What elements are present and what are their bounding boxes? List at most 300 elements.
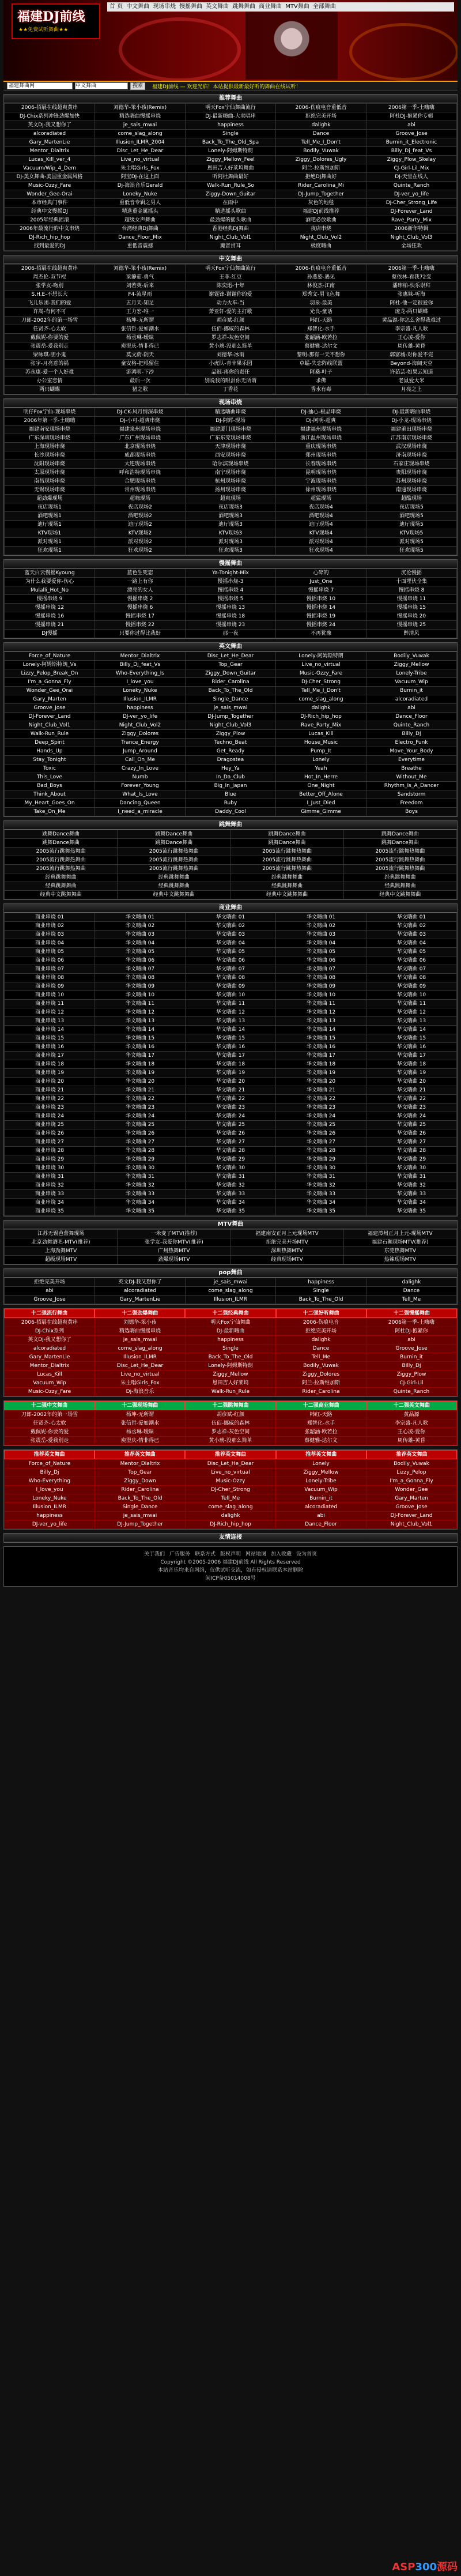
song-link[interactable]: 香水有毒 bbox=[276, 386, 366, 394]
song-link[interactable]: 刀郎-2002年的第一场雪 bbox=[5, 1411, 95, 1419]
song-link[interactable]: Lonely-阿姆斯特朗 bbox=[186, 1362, 276, 1370]
song-link[interactable]: 迪厅现场4 bbox=[276, 521, 366, 529]
song-link[interactable]: Rave_Party_Mix bbox=[366, 216, 457, 225]
song-link[interactable]: 经典跳舞舞曲 bbox=[118, 873, 231, 882]
song-link[interactable]: 张信哲-爱如潮水 bbox=[95, 325, 186, 334]
song-link[interactable]: 周杰伦-双节棍 bbox=[5, 273, 95, 282]
song-link[interactable]: 南宁现场串烧 bbox=[186, 469, 276, 477]
song-link[interactable]: 拒绝完美开场 bbox=[276, 112, 366, 121]
song-link[interactable]: 武汉现场串烧 bbox=[366, 443, 457, 451]
song-link[interactable]: 精选嗨曲慢摇串烧 bbox=[95, 112, 186, 121]
song-link[interactable]: Dance_Floor bbox=[366, 713, 457, 721]
song-link[interactable]: 华文嗨曲 15 bbox=[276, 1034, 366, 1043]
song-link[interactable]: 张学友-吻别 bbox=[5, 282, 95, 291]
song-link[interactable]: Vacuum/Wip_4_Dem bbox=[5, 164, 95, 173]
song-link[interactable]: Single bbox=[186, 1345, 276, 1353]
song-link[interactable]: Disc_Let_He_Dear bbox=[186, 652, 276, 661]
song-link[interactable]: Gary_Marten bbox=[5, 695, 95, 704]
song-link[interactable]: 商业串烧 23 bbox=[5, 1104, 95, 1112]
song-link[interactable]: 华文嗨曲 26 bbox=[366, 1129, 457, 1138]
song-link[interactable]: 酒吧现场4 bbox=[276, 512, 366, 521]
song-link[interactable]: 华文嗨曲 35 bbox=[186, 1207, 276, 1216]
song-link[interactable]: Burnin_it_Electronic bbox=[366, 138, 457, 147]
song-link[interactable]: 广东深圳现场串烧 bbox=[5, 434, 95, 443]
song-link[interactable]: 华文嗨曲 30 bbox=[366, 1164, 457, 1173]
song-link[interactable]: 郑州现场串烧 bbox=[276, 451, 366, 460]
song-link[interactable]: 刘德华-笨小孩(Remix) bbox=[95, 265, 186, 273]
song-link[interactable]: Gimme_Gimme bbox=[276, 808, 366, 816]
category-select[interactable]: 中文舞曲 bbox=[75, 82, 128, 89]
footer-link[interactable]: 关于我们 bbox=[143, 1551, 165, 1557]
ranking-tab[interactable]: 十二强现场舞曲 bbox=[95, 1401, 185, 1410]
song-link[interactable]: Hands_Up bbox=[5, 747, 95, 756]
song-link[interactable]: 狂欢现场4 bbox=[276, 547, 366, 555]
song-link[interactable]: 华文嗨曲 34 bbox=[186, 1199, 276, 1207]
song-link[interactable]: 超级现场MTV bbox=[5, 1256, 118, 1264]
song-link[interactable]: 福建漳州正月上元-现场MTV bbox=[343, 1230, 456, 1238]
song-link[interactable]: 全场狂欢 bbox=[366, 242, 457, 251]
song-link[interactable]: 丁香花 bbox=[186, 386, 276, 394]
song-link[interactable]: 恩田吉人好莱坞舞曲 bbox=[186, 164, 276, 173]
song-link[interactable]: 华文嗨曲 19 bbox=[95, 1069, 186, 1078]
song-link[interactable]: 华文嗨曲 04 bbox=[186, 939, 276, 948]
song-link[interactable]: 商业串烧 31 bbox=[5, 1173, 95, 1181]
song-link[interactable]: 华文嗨曲 29 bbox=[95, 1155, 186, 1164]
song-link[interactable]: 2005流行跳舞热舞曲 bbox=[231, 856, 343, 865]
song-link[interactable]: 香港经典DJ舞曲 bbox=[186, 225, 276, 234]
song-link[interactable]: 羽泉-最美 bbox=[276, 299, 366, 308]
song-link[interactable]: alcoradiated bbox=[276, 1503, 366, 1512]
song-link[interactable]: 拒绝完美开场 bbox=[276, 1327, 366, 1336]
song-link[interactable]: 苏永康-爱一个人好难 bbox=[5, 368, 95, 377]
song-link[interactable]: 夜店现场5 bbox=[366, 503, 457, 512]
song-link[interactable]: Daddy_Cool bbox=[186, 808, 276, 816]
top-nav-link[interactable]: 中文舞曲 bbox=[126, 3, 150, 10]
footer-link[interactable]: 版权声明 bbox=[220, 1551, 241, 1557]
song-link[interactable]: Bodily_Vuwak bbox=[276, 1362, 366, 1370]
song-link[interactable]: 华文嗨曲 09 bbox=[95, 982, 186, 991]
song-link[interactable]: 华文嗨曲 35 bbox=[95, 1207, 186, 1216]
song-link[interactable]: 华文嗨曲 28 bbox=[366, 1147, 457, 1155]
song-link[interactable]: 华文嗨曲 22 bbox=[186, 1095, 276, 1104]
song-link[interactable]: DJ-阿辉-现场 bbox=[186, 417, 276, 425]
song-link[interactable]: 华文嗨曲 13 bbox=[186, 1017, 276, 1026]
song-link[interactable]: DJ-Cher_Strong bbox=[276, 678, 366, 687]
song-link[interactable]: 华文嗨曲 08 bbox=[276, 974, 366, 982]
song-link[interactable]: 超酷现场 bbox=[366, 495, 457, 503]
song-link[interactable]: 北京劲舞酒吧-MTV(推荐) bbox=[5, 1238, 118, 1247]
footer-link[interactable]: 加入收藏 bbox=[271, 1551, 292, 1557]
song-link[interactable]: 夜店现场4 bbox=[276, 503, 366, 512]
song-link[interactable]: 跳舞Dance舞曲 bbox=[343, 839, 456, 848]
song-link[interactable]: Dancing_Queen bbox=[95, 799, 186, 808]
song-link[interactable]: 华文嗨曲 17 bbox=[95, 1052, 186, 1060]
song-link[interactable]: 猪之歌 bbox=[95, 386, 186, 394]
song-link[interactable]: 商业串烧 32 bbox=[5, 1181, 95, 1190]
song-link[interactable]: 醉清风 bbox=[366, 630, 457, 638]
song-link[interactable]: Ziggy_Dolores bbox=[276, 1370, 366, 1379]
song-link[interactable]: 迪厅现场5 bbox=[366, 521, 457, 529]
song-link[interactable]: 光良-童话 bbox=[276, 308, 366, 317]
song-link[interactable]: happiness bbox=[5, 1512, 95, 1520]
song-link[interactable]: 杨坤-无所谓 bbox=[95, 317, 186, 325]
song-link[interactable]: Sandstorm bbox=[366, 790, 457, 799]
song-link[interactable]: 孙燕姿-遇见 bbox=[276, 273, 366, 282]
song-link[interactable]: alcoradiated bbox=[366, 695, 457, 704]
song-link[interactable]: Hey_Ya bbox=[186, 764, 276, 773]
song-link[interactable]: 商业串烧 14 bbox=[5, 1026, 95, 1034]
song-link[interactable]: 2006-招展在线超爽黄串 bbox=[5, 1319, 95, 1327]
song-link[interactable]: I'm_a_Gonna_Fly bbox=[5, 678, 95, 687]
song-link[interactable]: Lizzy_Pelop bbox=[366, 1468, 457, 1477]
song-link[interactable]: 杨丞琳-暧昧 bbox=[95, 1428, 186, 1437]
song-link[interactable]: 经典现场MTV bbox=[231, 1256, 343, 1264]
song-link[interactable]: 广东广州现场串烧 bbox=[95, 434, 186, 443]
song-link[interactable]: CJ-Girl-Lil bbox=[366, 1379, 457, 1388]
song-link[interactable]: 商业串烧 04 bbox=[5, 939, 95, 948]
song-link[interactable]: 阿杜DJ-抱紧你专辑 bbox=[366, 112, 457, 121]
ranking-tab[interactable]: 十二强慢摇舞曲 bbox=[366, 1309, 457, 1318]
song-link[interactable]: 商业串烧 11 bbox=[5, 1000, 95, 1008]
song-link[interactable]: happiness bbox=[186, 121, 276, 130]
song-link[interactable]: 华文嗨曲 26 bbox=[95, 1129, 186, 1138]
song-link[interactable]: 福建福州现场串烧 bbox=[276, 425, 366, 434]
song-link[interactable]: 超劲爆现场 bbox=[5, 495, 95, 503]
song-link[interactable]: 华文嗨曲 32 bbox=[186, 1181, 276, 1190]
song-link[interactable]: DJ-美女舞曲-美国重金属风格 bbox=[5, 173, 95, 182]
song-link[interactable]: Ziggy-Down_Guitar bbox=[186, 190, 276, 199]
song-link[interactable]: Who-Everything_Is bbox=[95, 669, 186, 678]
song-link[interactable]: 华文嗨曲 30 bbox=[276, 1164, 366, 1173]
song-link[interactable]: 夜店现场3 bbox=[186, 503, 276, 512]
song-link[interactable]: In_Da_Club bbox=[186, 773, 276, 782]
song-link[interactable]: Single_Dance bbox=[95, 1503, 186, 1512]
song-link[interactable]: 商业串烧 10 bbox=[5, 991, 95, 1000]
song-link[interactable]: Move_Your_Body bbox=[366, 747, 457, 756]
song-link[interactable]: 华文嗨曲 33 bbox=[366, 1190, 457, 1199]
song-link[interactable]: 华文嗨曲 12 bbox=[186, 1008, 276, 1017]
song-link[interactable]: 商业串烧 19 bbox=[5, 1069, 95, 1078]
song-link[interactable]: 华文嗨曲 12 bbox=[95, 1008, 186, 1017]
song-link[interactable]: 福建泉州现场串烧 bbox=[95, 425, 186, 434]
song-link[interactable]: 经典跳舞舞曲 bbox=[231, 873, 343, 882]
top-nav-link[interactable]: 慢摇舞曲 bbox=[179, 3, 203, 10]
song-link[interactable]: 大连现场串烧 bbox=[95, 460, 186, 469]
song-link[interactable]: Music-Ozzy_Fare bbox=[5, 182, 95, 190]
song-link[interactable]: Ziggy_Mellow_Feel bbox=[186, 156, 276, 164]
song-link[interactable]: 阿兰-拉斯维加斯 bbox=[276, 164, 366, 173]
song-link[interactable]: 华文嗨曲 16 bbox=[95, 1043, 186, 1052]
song-link[interactable]: 慢摇串烧 25 bbox=[366, 621, 457, 630]
song-link[interactable]: Hot_In_Herre bbox=[276, 773, 366, 782]
site-logo[interactable] bbox=[12, 3, 100, 39]
song-link[interactable]: Lonely-Tribe bbox=[366, 669, 457, 678]
song-link[interactable]: 重庆现场串烧 bbox=[276, 443, 366, 451]
song-link[interactable]: 西安现场串烧 bbox=[186, 451, 276, 460]
footer-link[interactable]: 联系方式 bbox=[194, 1551, 216, 1557]
song-link[interactable]: 派对现场2 bbox=[95, 538, 186, 547]
song-link[interactable]: 2005流行跳舞热舞曲 bbox=[231, 848, 343, 856]
song-link[interactable]: 商业串烧 12 bbox=[5, 1008, 95, 1017]
song-link[interactable]: 商业串烧 30 bbox=[5, 1164, 95, 1173]
top-nav-link[interactable]: 首 页 bbox=[109, 3, 123, 10]
song-link[interactable]: DJ-Cher_Strong bbox=[186, 1486, 276, 1494]
song-link[interactable]: 郭富城-对你爱不完 bbox=[366, 351, 457, 360]
song-link[interactable]: Lucas_Kill bbox=[5, 1370, 95, 1379]
song-link[interactable]: Ziggy_Plow_Skelay bbox=[366, 156, 457, 164]
song-link[interactable]: DJ-Jump_Together bbox=[276, 190, 366, 199]
song-link[interactable]: Top_Gear bbox=[186, 661, 276, 669]
song-link[interactable]: 长春现场串烧 bbox=[276, 460, 366, 469]
song-link[interactable]: 一路上有你 bbox=[95, 578, 186, 586]
song-link[interactable]: Breathe bbox=[366, 764, 457, 773]
song-link[interactable]: 2005年经典摇滚 bbox=[5, 216, 95, 225]
song-link[interactable]: Ruby bbox=[186, 799, 276, 808]
song-link[interactable]: 华文嗨曲 21 bbox=[186, 1086, 276, 1095]
song-link[interactable]: alcoradiated bbox=[5, 130, 95, 138]
top-nav-link[interactable]: 跳舞舞曲 bbox=[232, 3, 256, 10]
song-link[interactable]: Lonely-阿姆斯特朗 bbox=[276, 652, 366, 661]
song-link[interactable]: Rider_Carolina bbox=[95, 1486, 186, 1494]
song-link[interactable]: come_slag_along bbox=[95, 1345, 186, 1353]
song-link[interactable]: 华文嗨曲 02 bbox=[186, 922, 276, 931]
song-link[interactable]: 慢摇串烧 9 bbox=[5, 595, 95, 604]
song-link[interactable]: Night_Club_Vol1 bbox=[186, 234, 276, 242]
song-link[interactable]: 商业串烧 05 bbox=[5, 948, 95, 956]
song-link[interactable]: 商业串烧 02 bbox=[5, 922, 95, 931]
song-link[interactable]: 迪厅现场3 bbox=[186, 521, 276, 529]
song-link[interactable]: Billy_Dj_feat_Vs bbox=[366, 147, 457, 156]
song-link[interactable]: Wonder_Gee-Orai bbox=[5, 190, 95, 199]
song-link[interactable]: 商业串烧 07 bbox=[5, 965, 95, 974]
song-link[interactable]: 蓝色生死恋 bbox=[95, 569, 186, 578]
song-link[interactable]: Disc_Let_He_Dear bbox=[95, 1362, 186, 1370]
song-link[interactable]: 华文嗨曲 14 bbox=[276, 1026, 366, 1034]
song-link[interactable]: 黎明-那有一天不想你 bbox=[276, 351, 366, 360]
song-link[interactable]: 常州现场串烧 bbox=[95, 486, 186, 495]
song-link[interactable]: 黄品源 bbox=[366, 1411, 457, 1419]
song-link[interactable]: 任贤齐-心太软 bbox=[5, 1419, 95, 1428]
song-link[interactable]: 蓝天白云慢摇Kyoung bbox=[5, 569, 95, 578]
song-link[interactable]: 周传雄-黄昏 bbox=[366, 1437, 457, 1445]
search-input[interactable]: 福建舞曲网 bbox=[7, 82, 73, 89]
song-link[interactable]: 无锡现场串烧 bbox=[5, 486, 95, 495]
song-link[interactable]: 许嵩-有何不可 bbox=[5, 308, 95, 317]
song-link[interactable]: Ya-Tonight-Mix bbox=[186, 569, 276, 578]
song-link[interactable]: Rider_Carolina bbox=[276, 1388, 366, 1396]
song-link[interactable]: 庞龙-两只蝴蝶 bbox=[366, 308, 457, 317]
song-link[interactable]: 2005流行跳舞热舞曲 bbox=[5, 865, 118, 873]
song-link[interactable]: 华文嗨曲 29 bbox=[366, 1155, 457, 1164]
song-link[interactable]: 一米变了MTV(推荐) bbox=[118, 1230, 231, 1238]
song-link[interactable]: 极度嗨曲 bbox=[276, 242, 366, 251]
song-link[interactable]: DJ-CK-风月情深串烧 bbox=[95, 408, 186, 417]
song-link[interactable]: Vacuum_Wip bbox=[5, 1379, 95, 1388]
top-nav-link[interactable]: 全部舞曲 bbox=[312, 3, 336, 10]
song-link[interactable]: 华文嗨曲 34 bbox=[95, 1199, 186, 1207]
song-link[interactable]: Electro_Funk bbox=[366, 739, 457, 747]
song-link[interactable]: 狂欢现场2 bbox=[95, 547, 186, 555]
song-link[interactable]: DJ慢摇 bbox=[5, 630, 95, 638]
song-link[interactable]: 华文嗨曲 19 bbox=[276, 1069, 366, 1078]
song-link[interactable]: Freedom bbox=[366, 799, 457, 808]
song-link[interactable]: DJ-天堂在线人 bbox=[366, 173, 457, 182]
song-link[interactable]: Rider_Carolina_Mi bbox=[276, 182, 366, 190]
song-link[interactable]: 华文嗨曲 13 bbox=[95, 1017, 186, 1026]
song-link[interactable]: Toxic bbox=[5, 764, 95, 773]
song-link[interactable]: je_sais_mwai bbox=[95, 121, 186, 130]
song-link[interactable]: 慢摇串烧 15 bbox=[366, 604, 457, 612]
song-link[interactable]: 拒绝完美开场MTV bbox=[231, 1238, 343, 1247]
song-link[interactable]: 月亮之上 bbox=[366, 386, 457, 394]
ranking-tab[interactable]: 十二强英文舞曲 bbox=[366, 1401, 457, 1410]
song-link[interactable]: 商业串烧 26 bbox=[5, 1129, 95, 1138]
song-link[interactable]: abi bbox=[276, 1512, 366, 1520]
song-link[interactable]: dalighk bbox=[276, 704, 366, 713]
song-link[interactable]: 黄小琥-没那么简单 bbox=[186, 1437, 276, 1445]
footer-link[interactable]: 设为首页 bbox=[296, 1551, 318, 1557]
song-link[interactable]: 福建DJ前线推荐 bbox=[276, 208, 366, 216]
song-link[interactable]: 王力宏-唯一 bbox=[95, 308, 186, 317]
song-link[interactable]: 沈阳现场串烧 bbox=[5, 460, 95, 469]
song-link[interactable]: Disc_Let_He_Dear bbox=[186, 1460, 276, 1468]
song-link[interactable]: Techno_Beat bbox=[186, 739, 276, 747]
song-link[interactable]: 北京现场串烧 bbox=[95, 443, 186, 451]
song-link[interactable]: 华文嗨曲 03 bbox=[95, 931, 186, 939]
song-link[interactable]: 派对现场5 bbox=[366, 538, 457, 547]
song-link[interactable]: 商业串烧 20 bbox=[5, 1078, 95, 1086]
song-link[interactable]: 慢摇串烧 17 bbox=[95, 612, 186, 621]
song-link[interactable]: 迪厅现场2 bbox=[95, 521, 186, 529]
song-link[interactable]: 慢摇串烧 18 bbox=[186, 612, 276, 621]
song-link[interactable]: abi bbox=[366, 121, 457, 130]
song-link[interactable]: 张韶涵-欧若拉 bbox=[276, 334, 366, 342]
song-link[interactable]: 华文嗨曲 26 bbox=[276, 1129, 366, 1138]
song-link[interactable]: F4-流星雨 bbox=[95, 291, 186, 299]
song-link[interactable]: 阿宝DJ-在这上面 bbox=[95, 173, 186, 182]
song-link[interactable]: Dance bbox=[276, 1345, 366, 1353]
song-link[interactable]: 阿杜DJ-抱紧你 bbox=[366, 1327, 457, 1336]
song-link[interactable]: Wonder_Gee_Orai bbox=[5, 687, 95, 695]
song-link[interactable]: DJ-ver_yo_life bbox=[5, 1520, 95, 1529]
song-link[interactable]: 王心凌-爱你 bbox=[366, 1428, 457, 1437]
song-link[interactable]: KTV现场5 bbox=[366, 529, 457, 538]
song-link[interactable]: 超猛现场 bbox=[276, 495, 366, 503]
song-link[interactable]: 华文嗨曲 02 bbox=[95, 922, 186, 931]
song-link[interactable]: 华文嗨曲 11 bbox=[95, 1000, 186, 1008]
song-link[interactable]: 华文嗨曲 15 bbox=[366, 1034, 457, 1043]
song-link[interactable]: Tell_Me bbox=[186, 1494, 276, 1503]
song-link[interactable]: 徐州现场串烧 bbox=[276, 486, 366, 495]
song-link[interactable]: Better_Off_Alone bbox=[276, 790, 366, 799]
song-link[interactable]: 2005流行跳舞热舞曲 bbox=[343, 856, 456, 865]
song-link[interactable]: 草蜢-失恋阵线联盟 bbox=[276, 360, 366, 368]
song-link[interactable]: Ziggy_Mellow bbox=[186, 1370, 276, 1379]
song-link[interactable]: Dance_Floor_Mix bbox=[95, 234, 186, 242]
song-link[interactable]: Back_To_The_Old bbox=[276, 1295, 366, 1304]
song-link[interactable]: 迪厅现场1 bbox=[5, 521, 95, 529]
song-link[interactable]: 郑智化-水手 bbox=[276, 1419, 366, 1428]
song-link[interactable]: Groove_Jose bbox=[5, 1295, 95, 1304]
song-link[interactable]: Lucas_Kill bbox=[276, 730, 366, 739]
song-link[interactable]: Get_Ready bbox=[186, 747, 276, 756]
song-link[interactable]: Illusion_ILMR_2004 bbox=[95, 138, 186, 147]
song-link[interactable]: 华文嗨曲 10 bbox=[276, 991, 366, 1000]
song-link[interactable]: 华文嗨曲 25 bbox=[186, 1121, 276, 1129]
song-link[interactable]: 华文嗨曲 08 bbox=[366, 974, 457, 982]
song-link[interactable]: 梁静茹-勇气 bbox=[95, 273, 186, 282]
song-link[interactable]: je_sais_mwai bbox=[95, 1512, 186, 1520]
song-link[interactable]: Groove_Jose bbox=[366, 1345, 457, 1353]
song-link[interactable]: 阿兰-拉斯维加斯 bbox=[276, 1379, 366, 1388]
song-link[interactable]: 酒吧现场1 bbox=[5, 512, 95, 521]
song-link[interactable]: 华文嗨曲 20 bbox=[186, 1078, 276, 1086]
song-link[interactable]: 华文嗨曲 28 bbox=[186, 1147, 276, 1155]
song-link[interactable]: 派对现场4 bbox=[276, 538, 366, 547]
song-link[interactable]: 游鸿明-下沙 bbox=[95, 368, 186, 377]
song-link[interactable]: 华文嗨曲 30 bbox=[95, 1164, 186, 1173]
song-link[interactable]: 2005流行跳舞热舞曲 bbox=[118, 865, 231, 873]
song-link[interactable]: 华文嗨曲 24 bbox=[95, 1112, 186, 1121]
song-link[interactable]: 慢摇串烧 11 bbox=[366, 595, 457, 604]
song-link[interactable]: 慢摇串烧 7 bbox=[276, 586, 366, 595]
song-link[interactable]: 杭州现场串烧 bbox=[186, 477, 276, 486]
song-link[interactable]: 慢摇串烧 13 bbox=[186, 604, 276, 612]
song-link[interactable]: 恩田吉人好莱坞 bbox=[186, 1379, 276, 1388]
song-link[interactable]: Vacuum_Wip bbox=[276, 1486, 366, 1494]
song-link[interactable]: Big_In_Japan bbox=[186, 782, 276, 790]
song-link[interactable]: 华文嗨曲 17 bbox=[186, 1052, 276, 1060]
song-link[interactable]: Night_Club_Vol1 bbox=[366, 1520, 457, 1529]
song-link[interactable]: 2005流行跳舞热舞曲 bbox=[118, 856, 231, 865]
song-link[interactable]: 找到最爱的DJ bbox=[5, 242, 95, 251]
song-link[interactable]: 华文嗨曲 27 bbox=[366, 1138, 457, 1147]
song-link[interactable]: Top_Gear bbox=[95, 1468, 186, 1477]
song-link[interactable]: 两只蝴蝶 bbox=[5, 386, 95, 394]
song-link[interactable]: S.H.E-不想长大 bbox=[5, 291, 95, 299]
song-link[interactable]: Gary_MartenLie bbox=[95, 1295, 186, 1304]
song-link[interactable]: Take_On_Me bbox=[5, 808, 95, 816]
song-link[interactable]: Walk-Run_Rule_So bbox=[186, 182, 276, 190]
song-link[interactable]: 华文嗨曲 01 bbox=[276, 913, 366, 922]
song-link[interactable]: 华文嗨曲 25 bbox=[366, 1121, 457, 1129]
ranking-tab[interactable]: 十二强好听舞曲 bbox=[276, 1309, 366, 1318]
song-link[interactable]: 华文嗨曲 22 bbox=[95, 1095, 186, 1104]
song-link[interactable]: Illusion_ILMR bbox=[186, 1295, 276, 1304]
song-link[interactable]: 华文嗨曲 01 bbox=[95, 913, 186, 922]
song-link[interactable]: DJ-Cher_Strong_Life bbox=[366, 199, 457, 208]
song-link[interactable]: 慢摇串烧-3 bbox=[186, 578, 276, 586]
song-link[interactable]: 慢摇串烧 6 bbox=[95, 604, 186, 612]
song-link[interactable]: 2006第一季-土嗨嗨 bbox=[366, 265, 457, 273]
song-link[interactable]: abi bbox=[366, 704, 457, 713]
song-link[interactable]: 漂亮的女人 bbox=[95, 586, 186, 595]
song-link[interactable]: 张信哲-爱如潮水 bbox=[95, 1419, 186, 1428]
song-link[interactable]: 商业串烧 28 bbox=[5, 1147, 95, 1155]
ranking-tab[interactable]: 推荐英文舞曲 bbox=[4, 1450, 95, 1459]
song-link[interactable]: Groove_Jose bbox=[366, 1503, 457, 1512]
song-link[interactable]: Illusion_ILMR bbox=[95, 1353, 186, 1362]
song-link[interactable]: Tell_Me bbox=[276, 1353, 366, 1362]
song-link[interactable]: Bodily_Vuwak bbox=[366, 1460, 457, 1468]
song-link[interactable]: 华文嗨曲 04 bbox=[95, 939, 186, 948]
song-link[interactable]: 合肥现场串烧 bbox=[95, 477, 186, 486]
ranking-tab[interactable]: 十二强经典舞曲 bbox=[185, 1309, 275, 1318]
song-link[interactable]: DJ-Rich_hip_hop bbox=[186, 1520, 276, 1529]
song-link[interactable]: 华文嗨曲 05 bbox=[186, 948, 276, 956]
song-link[interactable]: 华文嗨曲 30 bbox=[186, 1164, 276, 1173]
song-link[interactable]: 慢摇串烧 5 bbox=[186, 595, 276, 604]
